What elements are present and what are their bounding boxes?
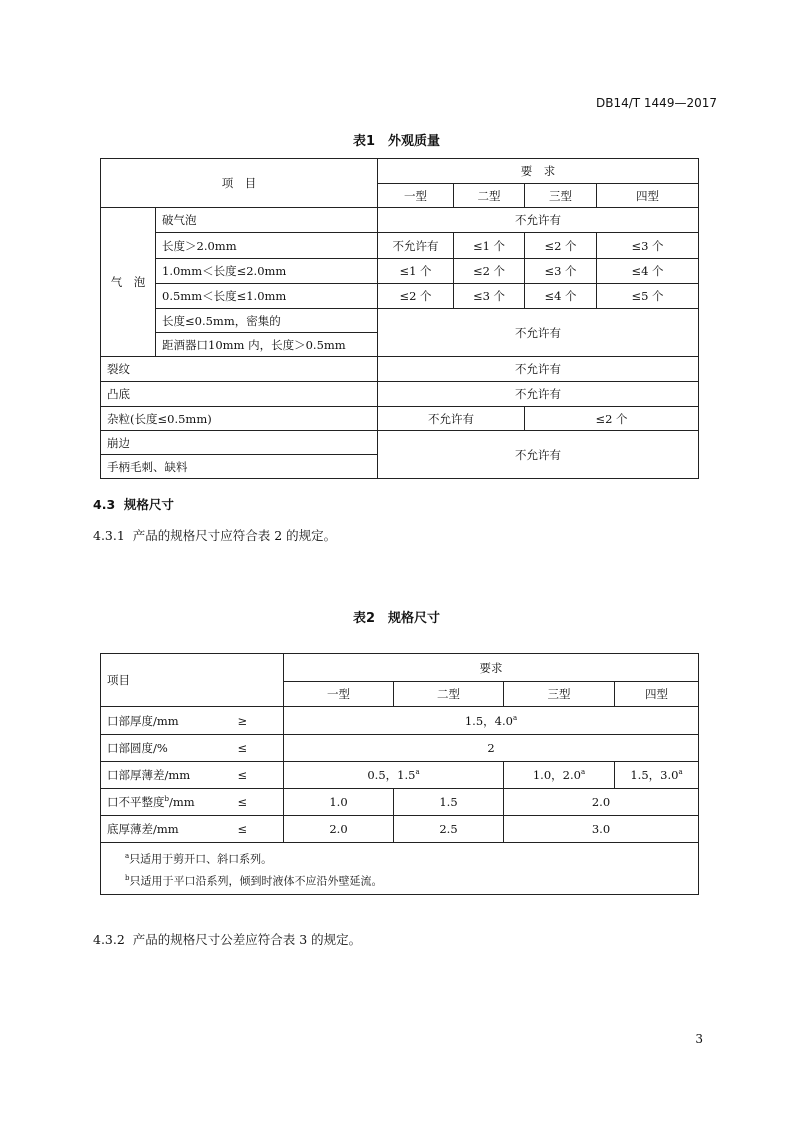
t1-type-1: 一型 [378,184,454,208]
t1-type-3: 三型 [525,184,597,208]
t1-cell: 不允许有 [378,382,699,407]
page-number: 3 [695,1032,703,1046]
t1-row-label: 手柄毛刺、缺料 [101,455,378,479]
label-unit: /mm [168,795,195,809]
t1-row-label: 凸底 [101,382,378,407]
t2-operator: ≤ [232,735,284,762]
t2-row-label: 口部圆度/% [101,735,232,762]
paragraph-number: 4.3.2 [93,932,125,947]
t1-cell: ≤3 个 [597,233,699,259]
label-text: 口不平整度 [107,795,165,809]
specification-size-table [100,653,699,895]
t1-header-requirement: 要 求 [378,159,699,184]
t2-cell [504,762,615,789]
t1-cell: ≤3 个 [454,284,525,309]
footnote-ref: b [164,795,169,804]
t2-cell: 1.5 [394,789,504,816]
t1-row-label: 裂纹 [101,357,378,382]
t2-type-2: 二型 [394,682,504,707]
t1-cell: ≤2 个 [454,259,525,284]
t2-operator: ≥ [232,707,284,735]
table1-caption: 表1 外观质量 [352,134,441,149]
t1-type-4: 四型 [597,184,699,208]
t1-cell: ≤4 个 [525,284,597,309]
table2-caption: 表2 规格尺寸 [352,611,441,626]
t2-operator: ≤ [232,816,284,843]
note-b [101,869,698,891]
section-number: 4.3 [93,497,116,512]
t1-cell: 不允许有 [378,357,699,382]
t1-cell: ≤3 个 [525,259,597,284]
t2-operator: ≤ [232,789,284,816]
t2-type-4: 四型 [615,682,699,707]
t1-cell: ≤2 个 [378,284,454,309]
t2-value: 1.5，4.0 [464,713,513,728]
t1-cell: 不允许有 [378,233,454,259]
note-mark: b [125,873,130,882]
t1-cell: 不允许有 [378,431,699,479]
footnote-ref: a [415,768,420,777]
section-title: 规格尺寸 [123,497,174,512]
t2-notes [101,843,699,895]
paragraph-number: 4.3.1 [93,528,125,543]
t1-row-label: 0.5mm＜长度≤1.0mm [156,284,378,309]
t1-cell: ≤1 个 [378,259,454,284]
note-mark: a [125,852,130,860]
t1-row-label: 破气泡 [156,208,378,233]
t1-cell: ≤2 个 [525,407,699,431]
t2-row-label [101,789,232,816]
t1-header-item: 项 目 [101,159,378,208]
paragraph-text: 产品的规格尺寸公差应符合表 3 的规定。 [132,932,362,947]
t2-cell: 2.0 [504,789,699,816]
t2-operator: ≤ [232,762,284,789]
t2-cell [284,707,699,735]
footnote-ref: a [678,768,683,777]
t2-cell: 1.0 [284,789,394,816]
t2-row-label: 口部厚薄差/mm [101,762,232,789]
section-4-3-heading [93,495,174,513]
footnote-ref: a [512,713,518,722]
t2-value: 1.5，3.0 [630,768,679,782]
document-code: DB14/T 1449—2017 [595,96,717,110]
t2-value: 0.5，1.5 [367,768,416,782]
paragraph-4-3-1 [93,526,336,544]
footnote-ref: a [580,768,586,777]
t1-cell: 不允许有 [378,407,525,431]
appearance-quality-table [100,158,699,479]
t1-row-label: 杂粒(长度≤0.5mm) [101,407,378,431]
t1-row-label: 距酒器口10mm 内，长度＞0.5mm [156,333,378,357]
t1-group-bubble: 气 泡 [101,208,156,357]
t2-cell [615,762,699,789]
t1-type-2: 二型 [454,184,525,208]
t2-type-1: 一型 [284,682,394,707]
t1-cell: 不允许有 [378,208,699,233]
t1-cell: ≤2 个 [525,233,597,259]
note-text: 只适用于平口沿系列，倾到时液体不应沿外壁延流。 [129,874,383,888]
t1-cell: ≤1 个 [454,233,525,259]
t2-header-item: 项目 [101,654,284,707]
paragraph-text: 产品的规格尺寸应符合表 2 的规定。 [132,528,337,543]
paragraph-4-3-2 [93,930,361,948]
t2-cell: 2.5 [394,816,504,843]
t2-value: 1.0，2.0 [532,768,581,782]
t2-header-requirement: 要求 [284,654,699,682]
t1-cell: ≤5 个 [597,284,699,309]
note-text: 只适用于剪开口、斜口系列。 [129,852,273,866]
t2-type-3: 三型 [504,682,615,707]
t1-row-label: 崩边 [101,431,378,455]
note-a [101,847,698,869]
t1-row-label: 长度≤0.5mm，密集的 [156,309,378,333]
t2-row-label: 底厚薄差/mm [101,816,232,843]
t1-row-label: 1.0mm＜长度≤2.0mm [156,259,378,284]
t1-cell: 不允许有 [378,309,699,357]
t2-cell [284,762,504,789]
t2-row-label: 口部厚度/mm [101,707,232,735]
t2-cell: 2.0 [284,816,394,843]
t1-cell: ≤4 个 [597,259,699,284]
t2-cell: 2 [284,735,699,762]
t1-row-label: 长度＞2.0mm [156,233,378,259]
t2-cell: 3.0 [504,816,699,843]
